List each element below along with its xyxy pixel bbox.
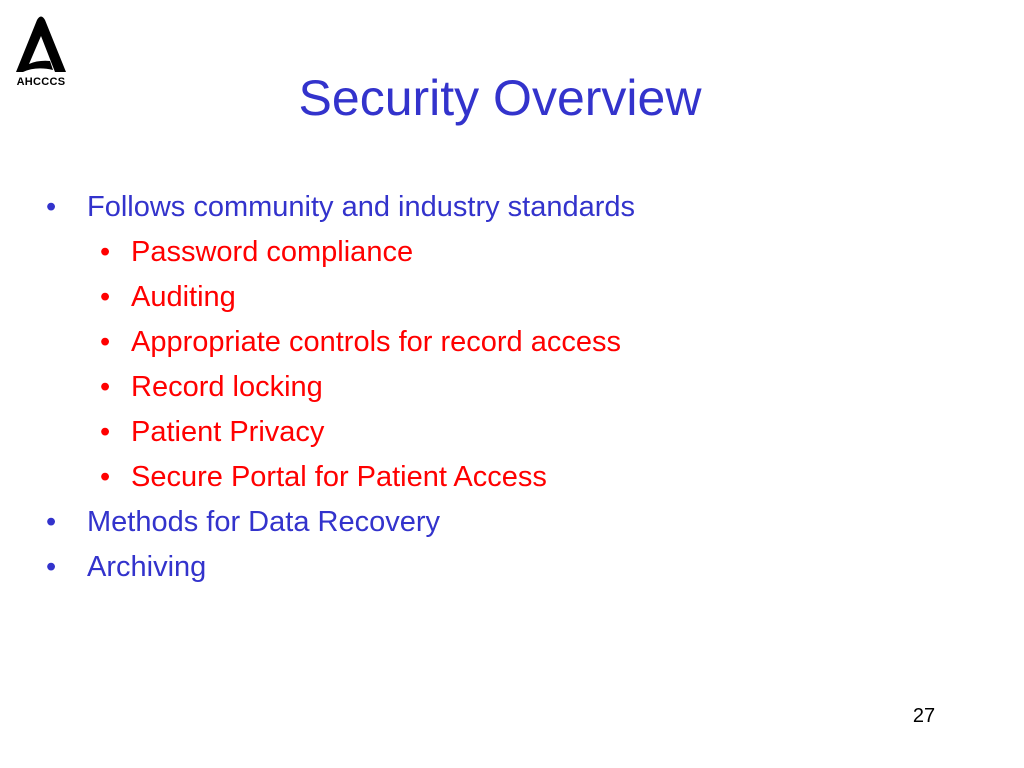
- sub-bullet-item: [0, 365, 1000, 410]
- sub-bullet-item: [0, 410, 1000, 455]
- bullet-item: [0, 545, 1000, 590]
- bullet-text: Follows community and industry standards: [87, 191, 636, 223]
- bullet-marker: •: [100, 416, 111, 448]
- sub-bullet-text: Record locking: [131, 371, 323, 403]
- sub-bullet-item: [0, 455, 1000, 500]
- bullet-marker: •: [100, 236, 111, 268]
- page-number: 27: [912, 705, 936, 727]
- bullet-text: Methods for Data Recovery: [87, 506, 440, 538]
- bullet-marker: •: [100, 371, 111, 403]
- ahcccs-a-logo-icon: [10, 14, 72, 74]
- bullet-marker: •: [100, 281, 111, 313]
- sub-bullet-text: Password compliance: [131, 236, 414, 268]
- logo-wordmark: AHCCCS: [16, 76, 66, 88]
- bullet-marker: •: [46, 506, 57, 538]
- bullet-marker: •: [46, 551, 57, 583]
- sub-bullet-text: Secure Portal for Patient Access: [131, 461, 547, 493]
- sub-bullet-text: Appropriate controls for record access: [131, 326, 621, 358]
- sub-bullet-item: [0, 275, 1000, 320]
- slide-title: Security Overview: [298, 70, 702, 126]
- bullet-item: [0, 185, 1000, 230]
- bullet-item: [0, 500, 1000, 545]
- sub-bullet-text: Auditing: [131, 281, 236, 313]
- sub-bullet-item: [0, 230, 1000, 275]
- bullet-marker: •: [100, 326, 111, 358]
- bullet-text: Archiving: [87, 551, 207, 583]
- sub-bullet-text: Patient Privacy: [131, 416, 325, 448]
- sub-bullet-item: [0, 320, 1000, 365]
- bullet-list: [0, 185, 1000, 590]
- bullet-marker: •: [46, 191, 57, 223]
- bullet-marker: •: [100, 461, 111, 493]
